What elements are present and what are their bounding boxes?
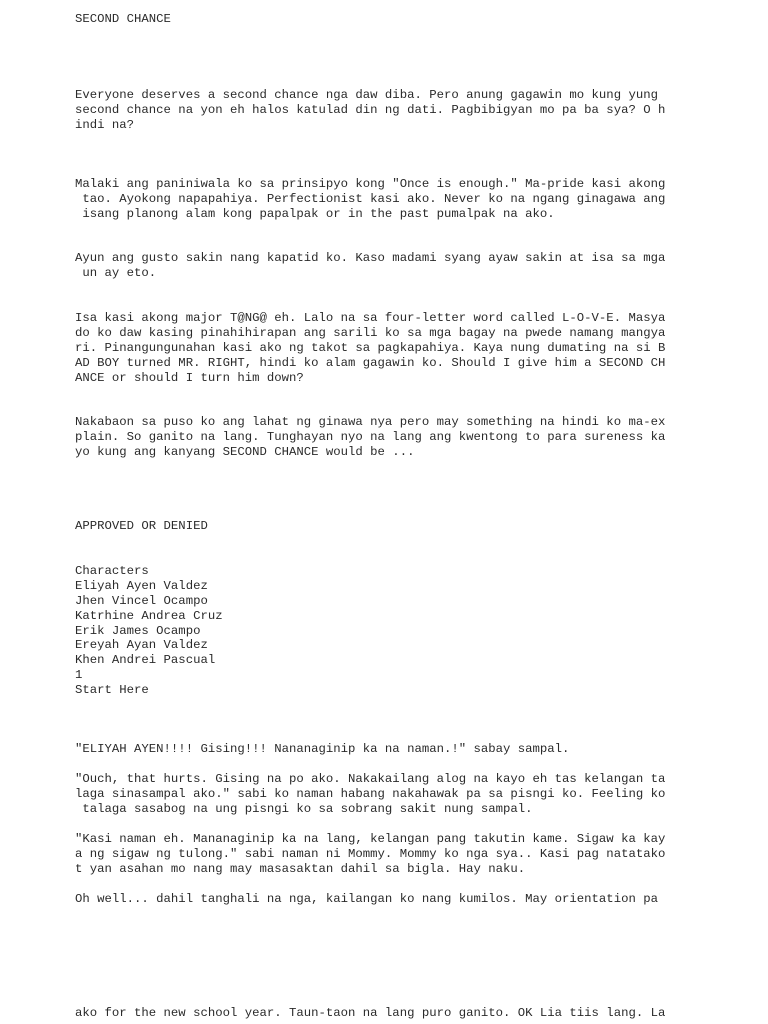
story-line: talaga sasabog na ung pisngi ko sa sobrang sakit nung sampal. — [75, 802, 533, 816]
story-line: ako for the new school year. Taun-taon na lang puro ganito. OK Lia tiis lang. La — [75, 1006, 666, 1020]
characters-heading: Characters — [75, 564, 149, 578]
chapter-number: 1 — [75, 668, 83, 682]
paragraph-line: isang planong alam kong papalpak or in the past pumalpak na ako. — [75, 207, 555, 221]
document-title: SECOND CHANCE — [75, 12, 171, 26]
paragraph-line: Ayun ang gusto sakin nang kapatid ko. Kaso madami syang ayaw sakin at isa sa mga — [75, 251, 666, 265]
paragraph-line: ri. Pinangungunahan kasi ako ng takot sa pagkapahiya. Kaya nung dumating na si B — [75, 341, 666, 355]
story-line: laga sinasampal ako." sabi ko naman habang nakahawak pa sa pisngi ko. Feeling ko — [75, 787, 666, 801]
character-name: Katrhine Andrea Cruz — [75, 609, 223, 623]
section-heading: APPROVED OR DENIED — [75, 519, 208, 533]
paragraph-line: ANCE or should I turn him down? — [75, 371, 304, 385]
intro-line: Everyone deserves a second chance nga daw diba. Pero anung gagawin mo kung yung — [75, 88, 658, 102]
paragraph-line: Malaki ang paniniwala ko sa prinsipyo kong "Once is enough." Ma-pride kasi akong — [75, 177, 666, 191]
paragraph-line: Isa kasi akong major T@NG@ eh. Lalo na sa four-letter word called L-O-V-E. Masya — [75, 311, 666, 325]
paragraph-line: yo kung ang kanyang SECOND CHANCE would be ... — [75, 445, 415, 459]
character-name: Khen Andrei Pascual — [75, 653, 216, 667]
story-line: "Kasi naman eh. Mananaginip ka na lang, kelangan pang takutin kame. Sigaw ka kay — [75, 832, 666, 846]
paragraph-line: un ay eto. — [75, 266, 157, 280]
story-line: a ng sigaw ng tulong." sabi naman ni Mommy. Mommy ko nga sya.. Kasi pag natatako — [75, 847, 666, 861]
intro-line: second chance na yon eh halos katulad din ng dati. Pagbibigyan mo pa ba sya? O h — [75, 103, 666, 117]
character-name: Eliyah Ayen Valdez — [75, 579, 208, 593]
story-line: t yan asahan mo nang may masasaktan dahil sa bigla. Hay naku. — [75, 862, 526, 876]
paragraph-line: tao. Ayokong napapahiya. Perfectionist kasi ako. Never ko na ngang ginagawa ang — [75, 192, 666, 206]
story-line: "ELIYAH AYEN!!!! Gising!!! Nananaginip ka na naman.!" sabay sampal. — [75, 742, 570, 756]
story-line: Oh well... dahil tanghali na nga, kailangan ko nang kumilos. May orientation pa — [75, 892, 658, 906]
character-name: Ereyah Ayan Valdez — [75, 638, 208, 652]
paragraph-line: AD BOY turned MR. RIGHT, hindi ko alam gagawin ko. Should I give him a SECOND CH — [75, 356, 666, 370]
intro-line: indi na? — [75, 118, 135, 132]
character-name: Jhen Vincel Ocampo — [75, 594, 208, 608]
character-name: Erik James Ocampo — [75, 624, 201, 638]
story-line: "Ouch, that hurts. Gising na po ako. Nakakailang alog na kayo eh tas kelangan ta — [75, 772, 666, 786]
paragraph-line: Nakabaon sa puso ko ang lahat ng ginawa nya pero may something na hindi ko ma-ex — [75, 415, 666, 429]
chapter-title: Start Here — [75, 683, 149, 697]
paragraph-line: plain. So ganito na lang. Tunghayan nyo na lang ang kwentong to para sureness ka — [75, 430, 666, 444]
paragraph-line: do ko daw kasing pinahihirapan ang sarili ko sa mga bagay na pwede namang mangya — [75, 326, 666, 340]
